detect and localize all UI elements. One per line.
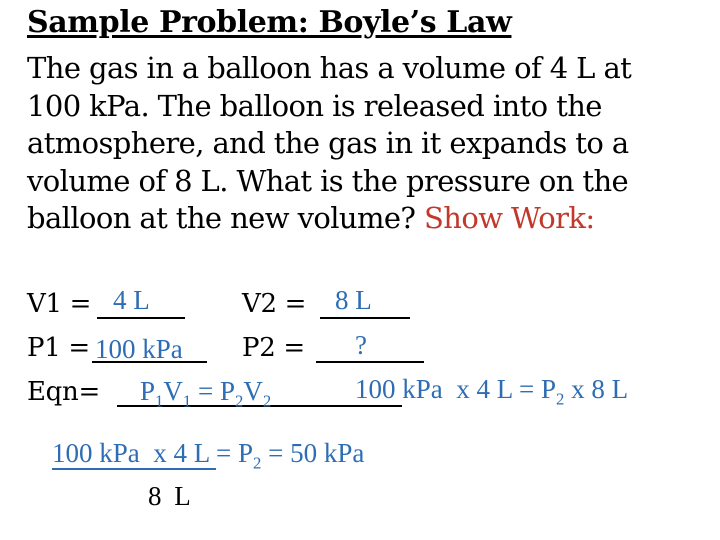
solution-subscript: 2 (253, 453, 262, 473)
problem-text (27, 50, 707, 238)
eqn-v1: V (163, 376, 183, 406)
problem-line: The gas in a balloon has a volume of 4 L at (27, 51, 632, 85)
v1-value: 4 L (113, 285, 150, 315)
eqn-p1-subscript: 1 (155, 391, 164, 411)
v1-blank (97, 317, 185, 319)
v1-label: V1 = (27, 289, 92, 319)
problem-line: volume of 8 L. What is the pressure on the (27, 163, 629, 198)
solution-numerator: 100 kPa x 4 L (52, 438, 216, 468)
p1-value: 100 kPa (95, 334, 183, 364)
problem-line-last (27, 200, 707, 238)
v2-blank (320, 317, 410, 319)
slide-title: Sample Problem: Boyle’s Law (27, 5, 512, 40)
problem-question: balloon at the new volume? (27, 201, 416, 235)
problem-line: atmosphere, and the gas in it expands to a (27, 126, 629, 160)
eqn-substitution-right: x 8 L (564, 374, 629, 404)
v2-value: 8 L (335, 285, 372, 315)
eqn-equals: = (191, 376, 221, 406)
eqn-v2: V (243, 376, 263, 406)
eqn-substitution-left: 100 kPa x 4 L = P (355, 374, 556, 404)
show-work-label: Show Work: (424, 201, 595, 235)
problem-line: 100 kPa. The balloon is released into the (27, 88, 602, 123)
eqn-formula (140, 376, 272, 411)
v2-label: V2 = (242, 289, 307, 319)
solution-equals-p: = P (216, 438, 253, 468)
p2-blank (316, 361, 424, 363)
p2-value: ? (355, 330, 367, 360)
p2-label: P2 = (242, 333, 305, 363)
eqn-p2: P (220, 376, 236, 406)
eqn-substitution-subscript: 2 (555, 389, 565, 409)
p1-label: P1 = (27, 333, 90, 363)
solution-denominator: 8 L (148, 481, 194, 511)
solution-result: = 50 kPa (261, 438, 365, 468)
solution-line (52, 436, 365, 473)
eqn-label: Eqn= (27, 377, 100, 407)
eqn-p2-subscript: 2 (235, 391, 244, 411)
eqn-v2-subscript: 2 (262, 391, 272, 411)
eqn-substitution (355, 374, 629, 409)
eqn-v1-subscript: 1 (182, 391, 192, 411)
eqn-p1: P (140, 376, 156, 406)
